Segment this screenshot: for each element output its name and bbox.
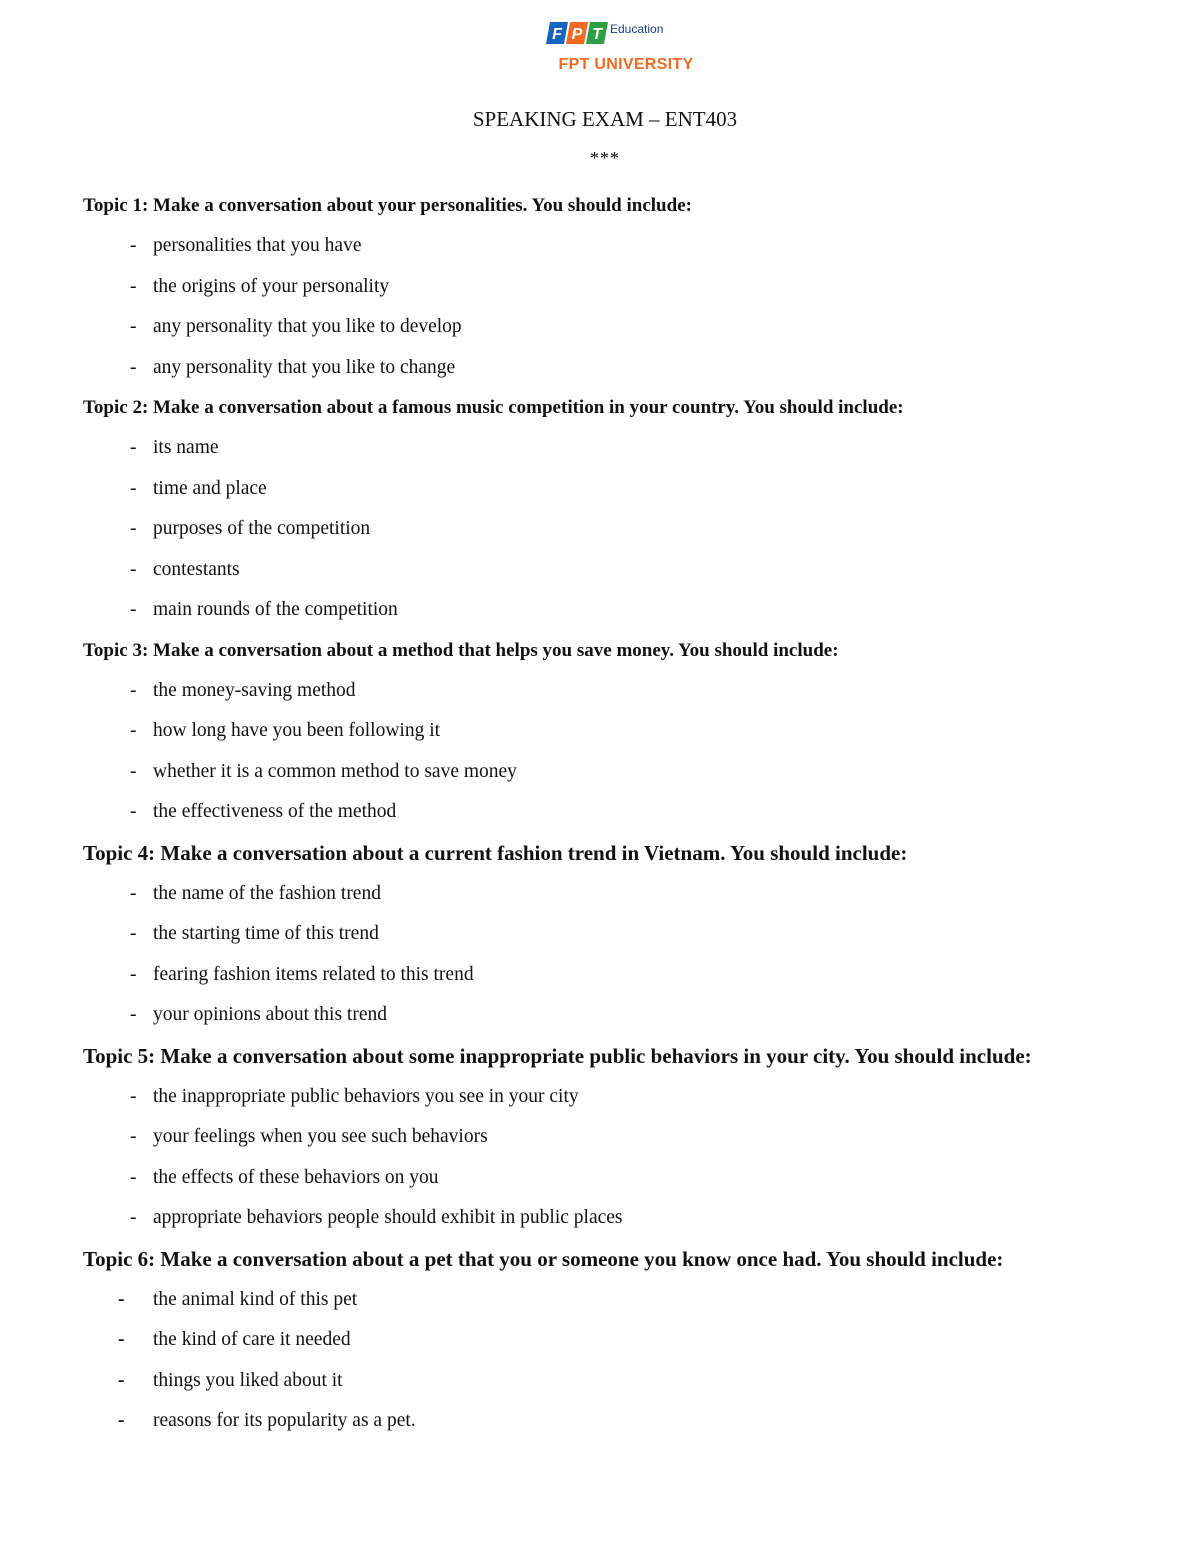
topic-heading: Topic 6: Make a conversation about a pet that you or someone you know once had. You should include: [83, 1246, 1004, 1271]
list-item [83, 550, 1163, 591]
topic-6 [83, 1239, 1163, 1442]
list-item [83, 792, 1163, 833]
list-item-text: the animal kind of this pet [153, 1288, 358, 1310]
list-item [83, 509, 1163, 550]
bullet-dash: - [130, 801, 137, 822]
bullet-dash: - [130, 558, 137, 580]
list-item-text: whether it is a common method to save money [153, 760, 517, 782]
list-item [83, 955, 1163, 996]
list-item-text: appropriate behaviors people should exhibit in public places [153, 1207, 623, 1228]
list-item-text: reasons for its popularity as a pet. [153, 1410, 416, 1431]
topic-3 [83, 631, 1163, 833]
logo-education-label: Education [610, 22, 664, 36]
fpt-tile-t [586, 22, 608, 44]
list-item-text: the inappropriate public behaviors you see in your city [153, 1085, 579, 1107]
list-item-text: the starting time of this trend [153, 923, 379, 944]
exam-title: SPEAKING EXAM – ENT403 [472, 107, 738, 131]
fpt-tile-p [566, 22, 588, 44]
list-item [83, 711, 1163, 752]
fpt-logo-tiles [546, 22, 608, 44]
topic-5 [83, 1036, 1163, 1239]
svg-text:F: F [552, 26, 562, 43]
bullet-dash: - [130, 275, 137, 297]
bullet-dash: - [130, 437, 137, 458]
bullet-dash: - [130, 518, 137, 539]
bullet-dash: - [130, 599, 137, 620]
list-item [83, 307, 1163, 348]
bullet-dash: - [130, 1166, 137, 1188]
fpt-education-logo [546, 18, 706, 80]
list-item-text: any personality that you like to develop [153, 316, 462, 337]
topic-heading: Topic 4: Make a conversation about a current fashion trend in Vietnam. You should include: [83, 840, 908, 865]
bullet-dash: - [130, 477, 137, 499]
list-item [83, 1320, 1163, 1361]
list-item-text: main rounds of the competition [153, 599, 398, 620]
bullet-dash: - [130, 882, 137, 904]
topic-items [83, 874, 1163, 1036]
topic-heading: Topic 2: Make a conversation about a famous music competition in your country. You should include: [83, 397, 904, 418]
list-item [83, 874, 1163, 915]
list-item [83, 590, 1163, 631]
topic-items [83, 1280, 1163, 1442]
bullet-dash: - [130, 1004, 137, 1025]
topic-1 [83, 186, 1163, 388]
topic-items [83, 428, 1163, 631]
topic-heading: Topic 1: Make a conversation about your personalities. You should include: [83, 195, 692, 216]
list-item [83, 1077, 1163, 1118]
list-item [83, 428, 1163, 469]
list-item [83, 914, 1163, 955]
list-item [83, 348, 1163, 389]
list-item [83, 1198, 1163, 1239]
list-item-text: the money-saving method [153, 679, 356, 701]
svg-text:T: T [592, 26, 602, 43]
list-item-text: how long have you been following it [153, 720, 441, 741]
list-item [83, 267, 1163, 308]
list-item [83, 1280, 1163, 1321]
bullet-dash: - [130, 923, 137, 944]
list-item-text: personalities that you have [153, 235, 362, 256]
list-item-text: your feelings when you see such behaviors [153, 1126, 488, 1147]
bullet-dash: - [130, 720, 137, 741]
title-separator: *** [590, 148, 620, 168]
list-item [83, 469, 1163, 510]
list-item-text: purposes of the competition [153, 518, 371, 539]
list-item-text: your opinions about this trend [153, 1004, 387, 1025]
bullet-dash: - [130, 760, 137, 782]
topic-heading: Topic 3: Make a conversation about a method that helps you save money. You should include: [83, 639, 839, 661]
list-item [83, 1158, 1163, 1199]
topic-4 [83, 833, 1163, 1036]
list-item-text: things you liked about it [153, 1369, 343, 1391]
list-item [83, 1361, 1163, 1402]
list-item-text: contestants [153, 558, 240, 580]
list-item-text: its name [153, 437, 219, 458]
list-item [83, 752, 1163, 793]
list-item-text: the origins of your personality [153, 275, 390, 297]
topics-list [83, 186, 1163, 1442]
topic-items [83, 671, 1163, 833]
bullet-dash: - [130, 1207, 137, 1228]
logo-university-label: FPT UNIVERSITY [558, 56, 694, 73]
bullet-dash: - [118, 1329, 125, 1350]
bullet-dash: - [130, 1126, 137, 1147]
list-item-text: the name of the fashion trend [153, 882, 381, 904]
list-item-text: the effects of these behaviors on you [153, 1166, 439, 1188]
topic-2 [83, 388, 1163, 631]
bullet-dash: - [130, 356, 137, 378]
list-item-text: the effectiveness of the method [153, 801, 397, 822]
list-item [83, 995, 1163, 1036]
list-item-text: any personality that you like to change [153, 356, 456, 378]
list-item-text: fearing fashion items related to this trend [153, 963, 474, 985]
topic-heading: Topic 5: Make a conversation about some inappropriate public behaviors in your city. You should include: [83, 1043, 1032, 1068]
bullet-dash: - [118, 1288, 125, 1310]
bullet-dash: - [118, 1410, 125, 1431]
topic-items [83, 1077, 1163, 1239]
list-item-text: the kind of care it needed [153, 1329, 351, 1350]
list-item [83, 671, 1163, 712]
list-item [83, 1117, 1163, 1158]
bullet-dash: - [130, 1085, 137, 1107]
fpt-tile-f [546, 22, 568, 44]
bullet-dash: - [130, 316, 137, 337]
list-item [83, 1401, 1163, 1442]
list-item-text: time and place [153, 477, 267, 499]
bullet-dash: - [118, 1369, 125, 1391]
bullet-dash: - [130, 963, 137, 985]
svg-text:P: P [571, 26, 583, 43]
topic-items [83, 226, 1163, 388]
bullet-dash: - [130, 235, 137, 256]
list-item [83, 226, 1163, 267]
bullet-dash: - [130, 679, 137, 701]
